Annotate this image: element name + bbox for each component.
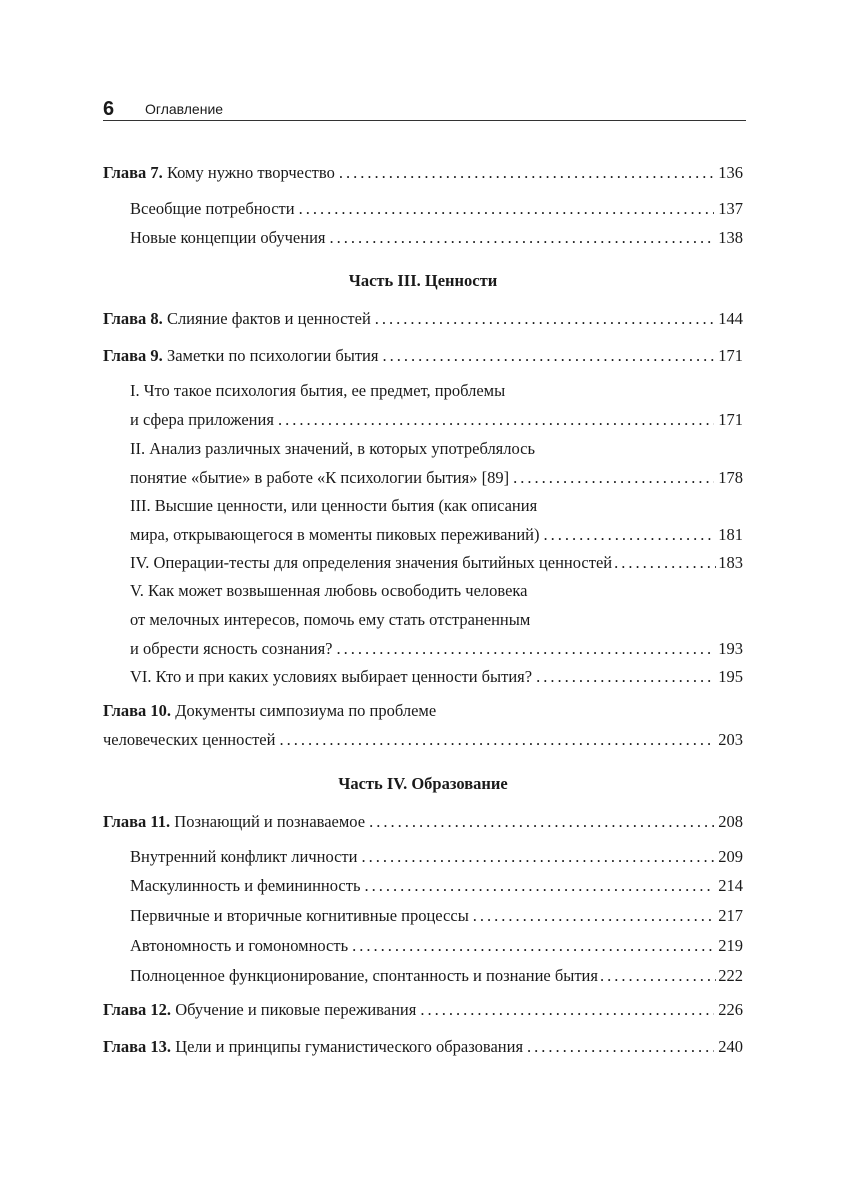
toc-entry-ch9-section-1[interactable] bbox=[130, 376, 743, 434]
toc-entry-chapter-12[interactable] bbox=[103, 995, 743, 1024]
leader-dots bbox=[330, 223, 715, 252]
page-ref: 217 bbox=[718, 906, 743, 925]
leader-dots bbox=[473, 901, 714, 930]
page-ref: 195 bbox=[718, 667, 743, 686]
page-ref: 240 bbox=[718, 1037, 743, 1056]
leader-dots bbox=[382, 341, 714, 370]
toc-entry-ch11-section-4[interactable] bbox=[130, 931, 743, 960]
leader-dots bbox=[369, 807, 714, 836]
section-title: IV. Операции-тесты для определения значения бытийных ценностей bbox=[130, 553, 613, 572]
leader-dots bbox=[600, 961, 716, 990]
chapter-title: Слияние фактов и ценностей bbox=[166, 309, 371, 328]
toc-entry-ch9-section-3[interactable] bbox=[130, 491, 743, 549]
section-title-line-2: от мелочных интересов, помочь ему стать отстраненным bbox=[130, 610, 531, 629]
page-ref: 193 bbox=[718, 639, 743, 658]
toc-entry-chapter-8[interactable] bbox=[103, 304, 743, 333]
toc-entry-ch11-section-3[interactable] bbox=[130, 901, 743, 930]
chapter-label: Глава 9. bbox=[103, 346, 163, 365]
page-ref: 214 bbox=[718, 876, 743, 895]
chapter-title-line-2: человеческих ценностей bbox=[103, 730, 276, 749]
page-ref: 183 bbox=[718, 553, 743, 572]
toc-entry-ch11-section-1[interactable] bbox=[130, 842, 743, 871]
chapter-label: Глава 7. bbox=[103, 163, 163, 182]
section-title: Новые концепции обучения bbox=[130, 228, 326, 247]
part-heading-4: Часть IV. Образование bbox=[338, 774, 508, 793]
section-title-line-2: мира, открывающегося в моменты пиковых переживаний) bbox=[130, 525, 540, 544]
section-title: Автономность и гомономность bbox=[130, 936, 349, 955]
page-ref: 178 bbox=[718, 468, 743, 487]
toc-entry-ch9-section-6[interactable] bbox=[130, 662, 743, 691]
chapter-label: Глава 12. bbox=[103, 1000, 172, 1019]
page-ref: 203 bbox=[718, 730, 743, 749]
section-title: Всеобщие потребности bbox=[130, 199, 295, 218]
page-ref: 209 bbox=[718, 847, 743, 866]
chapter-title: Цели и принципы гуманистического образования bbox=[175, 1037, 524, 1056]
leader-dots bbox=[420, 995, 714, 1024]
chapter-label: Глава 10. bbox=[103, 701, 172, 720]
chapter-label: Глава 13. bbox=[103, 1037, 172, 1056]
toc-entry-chapter-11[interactable] bbox=[103, 807, 743, 836]
chapter-label: Глава 11. bbox=[103, 812, 171, 831]
section-title: Внутренний конфликт личности bbox=[130, 847, 358, 866]
leader-dots bbox=[339, 158, 714, 187]
page-number: 6 bbox=[103, 98, 115, 120]
running-title: Оглавление bbox=[145, 101, 224, 117]
leader-dots bbox=[614, 548, 716, 577]
leader-dots bbox=[527, 1032, 714, 1061]
section-title: Маскулинность и фемининность bbox=[130, 876, 361, 895]
leader-dots bbox=[513, 463, 714, 492]
toc-entry-ch11-section-2[interactable] bbox=[130, 871, 743, 900]
section-title-line-1: V. Как может возвышенная любовь освободить человека bbox=[130, 581, 528, 600]
page-ref: 136 bbox=[718, 163, 743, 182]
chapter-title: Обучение и пиковые переживания bbox=[175, 1000, 417, 1019]
page-ref: 208 bbox=[718, 812, 743, 831]
section-title: Полноценное функционирование, спонтанность и познание бытия bbox=[130, 966, 598, 985]
toc-entry-ch11-section-5[interactable] bbox=[130, 961, 743, 990]
page-ref: 226 bbox=[718, 1000, 743, 1019]
toc-entry-ch9-section-2[interactable] bbox=[130, 434, 743, 492]
page-ref: 219 bbox=[718, 936, 743, 955]
section-title-line-1: III. Высшие ценности, или ценности бытия (как описания bbox=[130, 496, 538, 515]
leader-dots bbox=[375, 304, 714, 333]
section-title-line-2: понятие «бытие» в работе «К психологии бытия» [89] bbox=[130, 468, 510, 487]
page-ref: 171 bbox=[718, 346, 743, 365]
chapter-label: Глава 8. bbox=[103, 309, 163, 328]
page-ref: 144 bbox=[718, 309, 743, 328]
chapter-title: Познающий и познаваемое bbox=[174, 812, 366, 831]
section-title-line-1: II. Анализ различных значений, в которых употреблялось bbox=[130, 439, 536, 458]
page-ref: 181 bbox=[718, 525, 743, 544]
leader-dots bbox=[544, 520, 715, 549]
section-title-line-3: и обрести ясность сознания? bbox=[130, 639, 333, 658]
chapter-title: Заметки по психологии бытия bbox=[166, 346, 379, 365]
page-ref: 138 bbox=[718, 228, 743, 247]
leader-dots bbox=[364, 871, 714, 900]
leader-dots bbox=[279, 725, 714, 754]
toc-entry-chapter-9[interactable] bbox=[103, 341, 743, 370]
section-title: Первичные и вторичные когнитивные процессы bbox=[130, 906, 469, 925]
chapter-title: Кому нужно творчество bbox=[166, 163, 335, 182]
toc-entry-chapter-7[interactable] bbox=[103, 158, 743, 187]
leader-dots bbox=[299, 194, 715, 223]
leader-dots bbox=[361, 842, 714, 871]
toc-entry-chapter-10[interactable] bbox=[103, 696, 743, 754]
page-ref: 137 bbox=[718, 199, 743, 218]
page-header bbox=[103, 98, 746, 121]
toc-entry-ch7-section-2[interactable] bbox=[130, 223, 743, 252]
part-heading-3: Часть III. Ценности bbox=[348, 271, 498, 290]
leader-dots bbox=[352, 931, 714, 960]
leader-dots bbox=[278, 405, 714, 434]
toc-entry-chapter-13[interactable] bbox=[103, 1032, 743, 1061]
section-title-line-2: и сфера приложения bbox=[130, 410, 274, 429]
page-ref: 222 bbox=[718, 966, 743, 985]
chapter-title-line-1: Документы симпозиума по проблеме bbox=[175, 701, 437, 720]
toc-entry-ch7-section-1[interactable] bbox=[130, 194, 743, 223]
leader-dots bbox=[336, 634, 714, 663]
toc-entry-ch9-section-5[interactable] bbox=[130, 576, 743, 663]
page-ref: 171 bbox=[718, 410, 743, 429]
section-title: VI. Кто и при каких условиях выбирает ценности бытия? bbox=[130, 667, 533, 686]
section-title-line-1: I. Что такое психология бытия, ее предмет, проблемы bbox=[130, 381, 506, 400]
leader-dots bbox=[536, 662, 714, 691]
toc-entry-ch9-section-4[interactable] bbox=[130, 548, 743, 577]
